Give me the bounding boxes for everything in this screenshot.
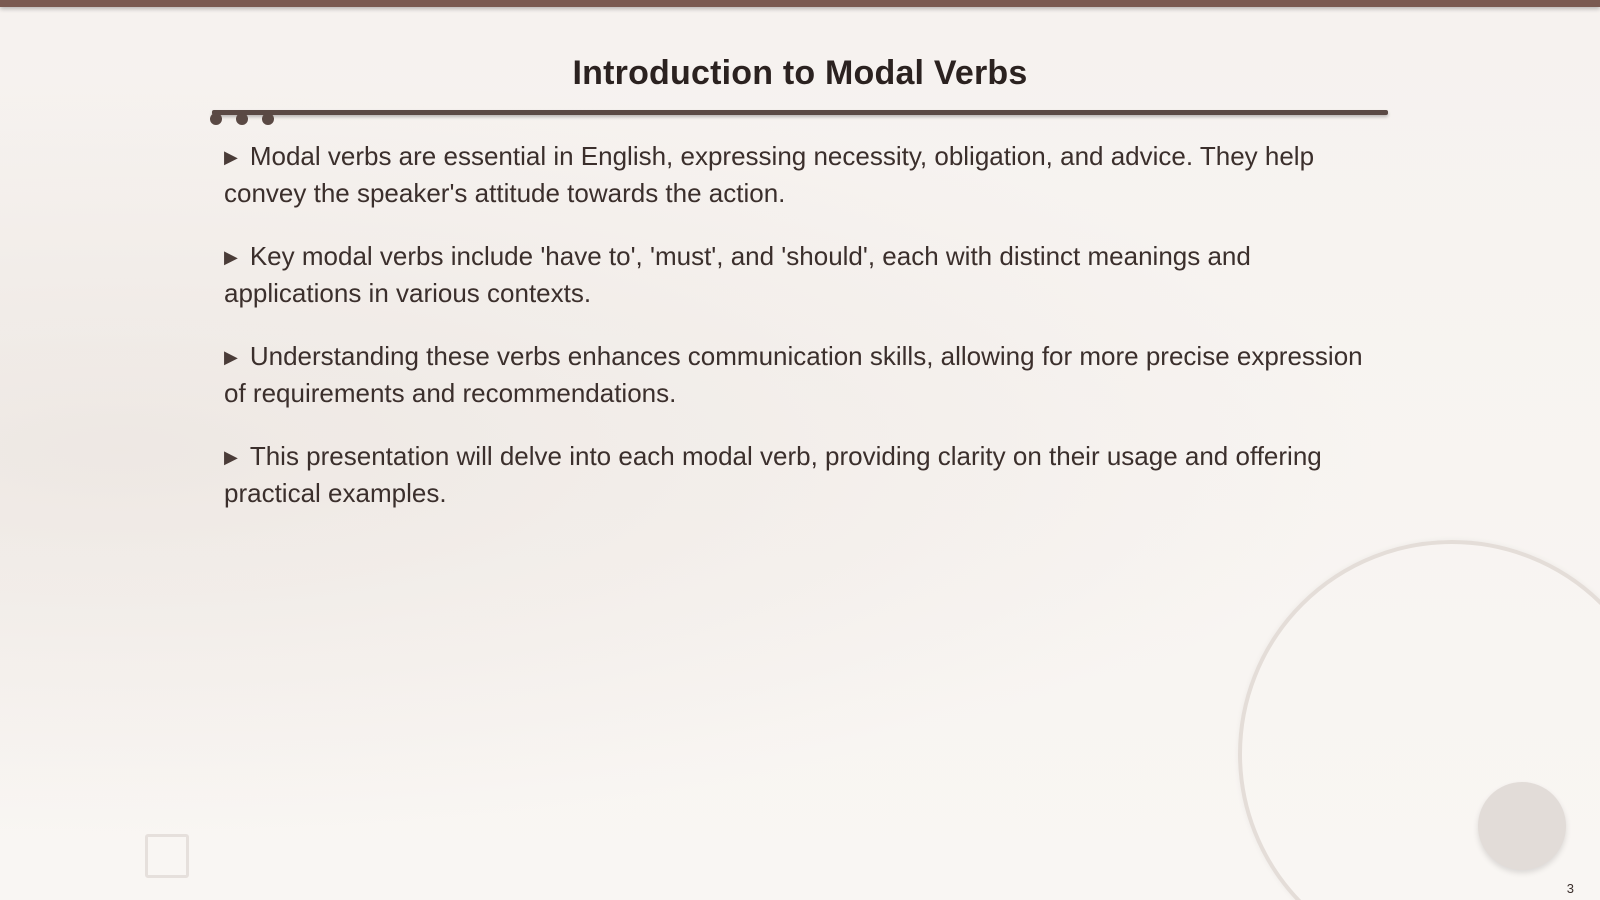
slide-title: Introduction to Modal Verbs bbox=[572, 54, 1028, 92]
bullet-arrow-icon: ▶ bbox=[224, 147, 238, 167]
decorative-circle bbox=[1478, 782, 1566, 870]
bullet-arrow-icon: ▶ bbox=[224, 347, 238, 367]
top-accent-bar bbox=[0, 0, 1600, 7]
bullet-item bbox=[224, 338, 1374, 411]
bullet-item bbox=[224, 438, 1374, 511]
bullet-arrow-icon: ▶ bbox=[224, 247, 238, 267]
rule-dot-decoration bbox=[262, 113, 274, 125]
page-number: 3 bbox=[1566, 881, 1574, 896]
bullet-text: Key modal verbs include 'have to', 'must', and 'should', each with distinct meanings and applications in various contexts. bbox=[224, 241, 1251, 308]
decorative-square bbox=[145, 834, 189, 878]
bullet-text: Understanding these verbs enhances communication skills, allowing for more precise expression of requirements and recommendations. bbox=[224, 341, 1363, 408]
bullet-text: Modal verbs are essential in English, expressing necessity, obligation, and advice. They help convey the speaker's attitude towards the action. bbox=[224, 141, 1315, 208]
rule-dot-decoration bbox=[210, 113, 222, 125]
bullet-item bbox=[224, 138, 1374, 211]
bullet-list bbox=[224, 138, 1374, 538]
rule-dot-decoration bbox=[236, 113, 248, 125]
bullet-text: This presentation will delve into each modal verb, providing clarity on their usage and offering practical examples. bbox=[224, 441, 1322, 508]
bullet-arrow-icon: ▶ bbox=[224, 447, 238, 467]
bullet-item bbox=[224, 238, 1374, 311]
title-underline bbox=[212, 110, 1388, 115]
